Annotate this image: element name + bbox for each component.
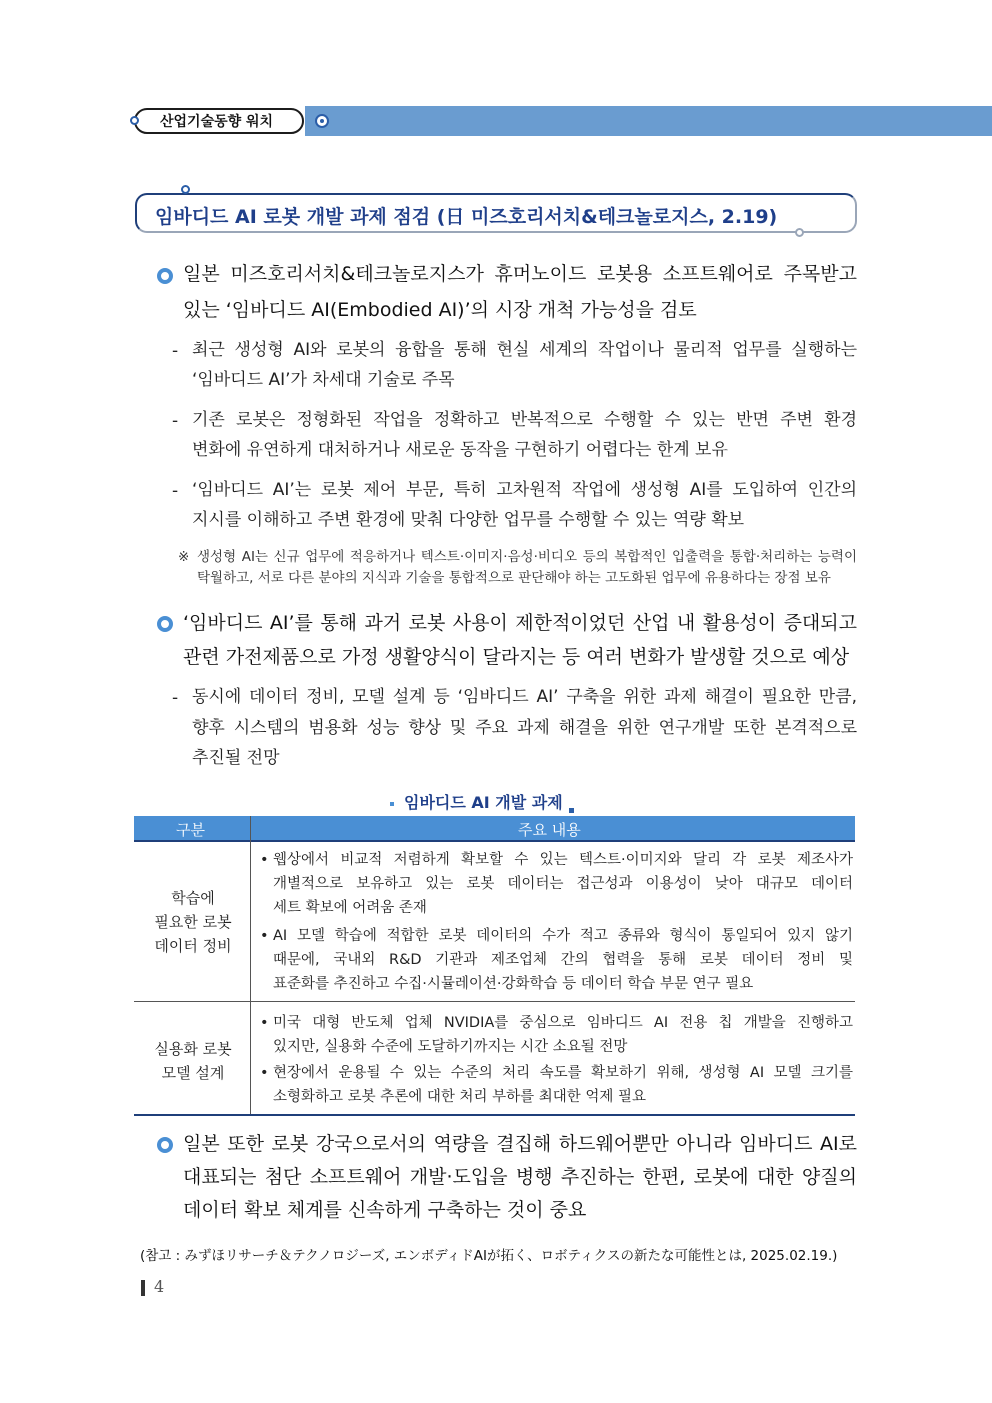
- bullet-ring-icon: [157, 1137, 173, 1153]
- table-row1-item1-l2: 개별적으로 보유하고 있는 로봇 데이터는 접근성과 이용성이 낮아 대규모 데이터: [273, 876, 853, 892]
- bullet2-line2: 관련 가전제품으로 가정 생활양식이 달라지는 등 여러 변화가 발생할 것으로 예상: [183, 646, 850, 668]
- table-row1-item1-l3: 세트 확보에 어려움 존재: [273, 900, 427, 916]
- bullet-ring-icon: [157, 268, 173, 284]
- section-top-dot-icon: [181, 185, 190, 194]
- table-bullet: •: [260, 852, 269, 868]
- reference-note: (참고 : みずほリサーチ＆テクノロジーズ, エンボディドAIが拓く、ロボティクスの新たな可能性とは, 2025.02.19.): [140, 1248, 838, 1264]
- bullet3-line3: 데이터 확보 체계를 신속하게 구축하는 것이 중요: [183, 1199, 587, 1221]
- table-header: [134, 816, 855, 842]
- table-row1-cat-line2: 필요한 로봇: [154, 913, 232, 931]
- dash-marker: -: [172, 688, 179, 708]
- table-col2-header: 주요 내용: [518, 821, 581, 839]
- table-row2-item1: [260, 1011, 853, 1059]
- header-left-dot-icon: [130, 116, 139, 125]
- table-row1-item1-l1: 웹상에서 비교적 저렴하게 확보할 수 있는 텍스트·이미지와 달리 각 로봇 제조사가: [273, 852, 853, 868]
- table-row1-cat-line3: 데이터 정비: [154, 937, 232, 955]
- table-row1-item2-l2: 때문에, 국내외 R&D 기관과 제조업체 간의 협력을 통해 로봇 데이터 정비 및: [273, 952, 853, 968]
- table-caption: [390, 790, 574, 813]
- sub3-line2: 지시를 이해하고 주변 환경에 맞춰 다양한 업무를 수행할 수 있는 역량 확보: [192, 510, 745, 530]
- table-col-divider: [250, 816, 251, 1114]
- bullet2-sub-line1: 동시에 데이터 정비, 모델 설계 등 ‘임바디드 AI’ 구축을 위한 과제 해결이 필요한 만큼,: [192, 687, 857, 707]
- table-row2-item2-l2: 소형화하고 로봇 추론에 대한 처리 부하를 최대한 억제 필요: [273, 1089, 647, 1105]
- bullet3-line2: 대표되는 첨단 소프트웨어 개발·도입을 병행 추진하는 한편, 로봇에 대한 양질의: [183, 1166, 857, 1188]
- note-mark: ※: [178, 549, 190, 565]
- sub2-line1: 기존 로봇은 정형화된 작업을 정확하고 반복적으로 수행할 수 있는 반면 주변 환경: [192, 410, 857, 430]
- table-row2-item1-l2: 있지만, 실용화 수준에 도달하기까지는 시간 소요될 전망: [273, 1039, 628, 1055]
- header-right-dot-icon: [315, 114, 329, 128]
- dash-marker: -: [172, 481, 179, 501]
- table-row-divider: [134, 1001, 855, 1002]
- table-row1-item1: [260, 848, 853, 920]
- table-row2-cat-line2: 모델 설계: [161, 1064, 225, 1082]
- caption-square-icon: [569, 808, 574, 813]
- sub1-line1: 최근 생성형 AI와 로봇의 융합을 통해 현실 세계의 작업이나 물리적 업무를 실행하는: [192, 340, 857, 360]
- dash-marker: -: [172, 341, 179, 361]
- section-bottom-dot-icon: [795, 228, 804, 237]
- bullet1-line2: 있는 ‘임바디드 AI(Embodied AI)’의 시장 개척 가능성을 검토: [183, 299, 697, 321]
- bullet-ring-icon: [157, 616, 173, 632]
- table-row1-item2-l3: 표준화를 추진하고 수집·시뮬레이션·강화학습 등 데이터 학습 부문 연구 필요: [273, 976, 754, 992]
- caption-square-icon: [390, 802, 394, 806]
- page-number-bar: [141, 1280, 145, 1296]
- table-bottom-rule: [134, 1114, 855, 1116]
- table-row1-item2: [260, 924, 853, 996]
- sub3-line1: ‘임바디드 AI’는 로봇 제어 부문, 특히 고차원적 작업에 생성형 AI를 도입하여 인간의: [192, 480, 857, 500]
- bullet2-sub-line2: 향후 시스템의 범용화 성능 향상 및 주요 과제 해결을 위한 연구개발 또한 본격적으로: [192, 718, 857, 738]
- table-row2-item1-l1: 미국 대형 반도체 업체 NVIDIA를 중심으로 임바디드 AI 전용 칩 개발을 진행하고: [273, 1015, 853, 1031]
- note-line2: 탁월하고, 서로 다른 분야의 지식과 기술을 통합적으로 판단해야 하는 고도화된 업무에 유용하다는 장점 보유: [197, 570, 831, 586]
- section-title: 임바디드 AI 로봇 개발 과제 점검 (日 미즈호리서치&테크놀로지스, 2.19): [155, 206, 778, 228]
- table-row1-cat-line1: 학습에: [171, 889, 215, 907]
- sub1-line2: ‘임바디드 AI’가 차세대 기술로 주목: [192, 370, 455, 390]
- table-row2-item2-l1: 현장에서 운용될 수 있는 수준의 처리 속도를 확보하기 위해, 생성형 AI 모델 크기를: [273, 1065, 853, 1081]
- bullet2-sub-line3: 추진될 전망: [192, 748, 280, 768]
- table-row2-cat-line1: 실용화 로봇: [154, 1040, 232, 1058]
- bullet1-line1: 일본 미즈호리서치&테크놀로지스가 휴머노이드 로봇용 소프트웨어로 주목받고: [183, 263, 857, 285]
- table-bullet: •: [260, 1015, 269, 1031]
- bullet2-line1: ‘임바디드 AI’를 통해 과거 로봇 사용이 제한적이었던 산업 내 활용성이 증대되고: [183, 612, 857, 634]
- bullet3-line1: 일본 또한 로봇 강국으로서의 역량을 결집해 하드웨어뿐만 아니라 임바디드 AI로: [183, 1133, 857, 1155]
- table-row1-item2-l1: AI 모델 학습에 적합한 로봇 데이터의 수가 적고 종류와 형식이 통일되어 있지 않기: [273, 928, 853, 944]
- table-bullet: •: [260, 928, 269, 944]
- header-title: 산업기술동향 워치: [160, 114, 274, 130]
- sub2-line2: 변화에 유연하게 대처하거나 새로운 동작을 구현하기 어렵다는 한계 보유: [192, 440, 728, 460]
- note-line1: 생성형 AI는 신규 업무에 적응하거나 텍스트·이미지·음성·비디오 등의 복합적인 입출력을 통합·처리하는 능력이: [197, 549, 857, 565]
- page-number: 4: [154, 1277, 165, 1296]
- table-bullet: •: [260, 1065, 269, 1081]
- table-caption-text: 임바디드 AI 개발 과제: [404, 793, 563, 812]
- table-col1-header: 구분: [176, 821, 205, 839]
- header-band: [305, 106, 992, 136]
- dash-marker: -: [172, 411, 179, 431]
- table-row2-item2: [260, 1061, 853, 1109]
